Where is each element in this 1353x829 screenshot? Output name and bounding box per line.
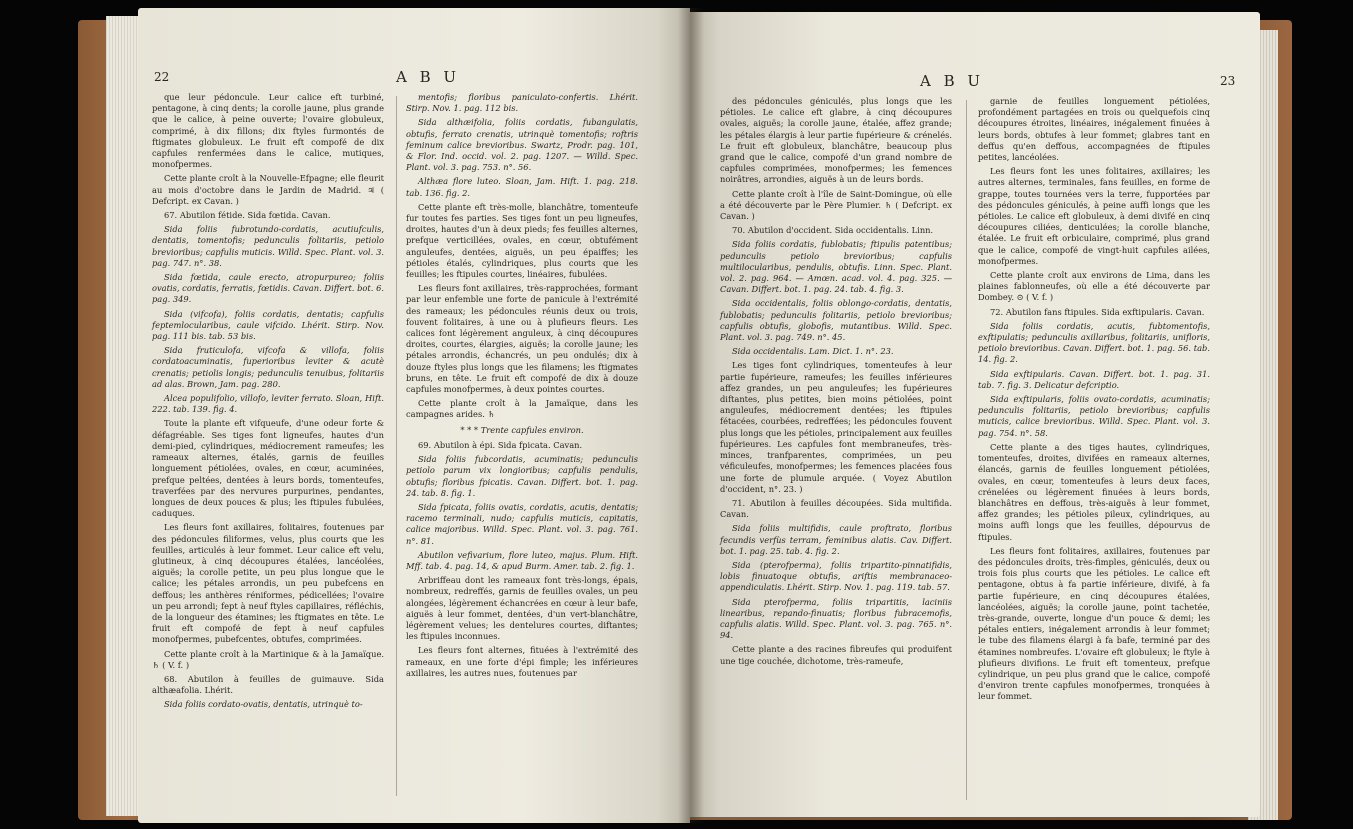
left-page: [138, 8, 690, 823]
text-column: [152, 92, 384, 714]
paragraph: Sida (pterofperma), foliis tripartito-pinnatifidis, lobis finuatoque obtufis, ariftis membranaceo-appendiculatis. Lhérit. Stirp. Nov. 1. pag. 119. tab. 57.: [720, 559, 952, 593]
paragraph: Alcea populifolio, villofo, leviter ferrato. Sloan, Hift. 222. tab. 139. fig. 4.: [152, 393, 384, 415]
paragraph: Les fleurs font folitaires, axillaires, foutenues par des pédoncules droits, très-fimples, géniculés, deux ou trois fois plus courts que les pétioles. Le calice eft pentagone, obtus à fa partie inférieure, divifé, à fa partie fupérieure, en cinq découpures étalées, lancéolées, aiguës; la corolle jaune, point tachetée, très-grande, ouverte, longue d'un pouce & demi; les pétales entiers, inégalement arrondis à leur fommet; le tube des filamens élargi à fa bafe, terminé par des étamines nombreufes. L'ovaire eft globuleux; le ftyle à plufieurs divifions. Le fruit eft tomenteux, prefque cylindrique, un peu plus grand que le calice, compofé d'environ trente capfules monofpermes, tronquées à leur fommet.: [978, 545, 1210, 702]
paragraph: garnie de feuilles longuement pétiolées, profondément partagées en trois ou quelquefois cinq découpures étroites, linéaires, inégalement finuées à leurs bords, obtufes à leur fommet; glabres tant en deffus qu'en deffous, accompagnées de ftipules petites, lancéolées.: [978, 96, 1210, 163]
page-number: 22: [154, 70, 170, 84]
text-column: [720, 96, 952, 670]
paragraph: Sida foliis fubrotundo-cordatis, acutiufculis, dentatis, tomentofis; pedunculis folitariis, petiolo brevioribus; capfulis muticis. Willd. Spec. Plant. vol. 3. pag. 747. n°. 38.: [152, 224, 384, 268]
paragraph: Sida (vifcofa), foliis cordatis, dentatis; capfulis feptemlocularibus, caule vifcido. Lhérit. Stirp. Nov. pag. 111 bis. tab. 53 bis.: [152, 308, 384, 342]
paragraph: Sida althæifolia, foliis cordatis, fubangulatis, obtufis, ferrato crenatis, utrinquè tomentofis; roftris feminum calice brevioribus. Swartz, Prodr. pag. 101, & Flor. Ind. occid. vol. 2. pag. 1207. — Willd. Spec. Plant. vol. 3. pag. 753. n°. 56.: [406, 117, 638, 173]
paragraph: Cette plante croît à la Nouvelle-Efpagne; elle fleurit au mois d'octobre dans le Jardin de Madrid. ♃ ( Defcript. ex Cavan. ): [152, 173, 384, 206]
paragraph: Cette plante eft très-molle, blanchâtre, tomenteufe fur toutes fes parties. Ses tiges font un peu ligneufes, droites, hautes d'un à deux pieds; fes feuilles alternes, prefque verticillées, ovales, en cœur, obtufément anguleufes, dentées, aiguës, un peu épaiffes; les pétioles étalés, cylindriques, plus courts que les feuilles; les ftipules courtes, linéaires, fubulées.: [406, 201, 638, 280]
paragraph: des pédoncules géniculés, plus longs que les pétioles. Le calice eft glabre, à cinq découpures ovales, aiguës; la corolle jaune, étalée, affez grande; les pétales élargis à leur partie fupérieure & crénelés. Le fruit eft globuleux, blanchâtre, beaucoup plus grand que le calice, compofé d'un grand nombre de capfules comprimées, monofpermes; les femences noirâtres, arrondies, aiguës à un de leurs bords.: [720, 96, 952, 185]
paragraph: 67. Abutilon fétide. Sida fœtida. Cavan.: [164, 210, 331, 221]
paragraph: Les fleurs font les unes folitaires, axillaires; les autres alternes, terminales, fans feuilles, en forme de grappe, toutes tournées vers la terre, fupportées par des pédoncules géniculés, à peine auffi longs que les pétioles. Le calice eft globuleux, à demi divifé en cinq découpures ciliées, denticulées; la corolle blanche, étalée. Le fruit eft orbiculaire, comprimé, plus grand que le calice, compofé de vingt-huit capfules ailées, monofpermes.: [978, 166, 1210, 266]
paragraph: Cette plante croît à l'île de Saint-Domingue, où elle a été découverte par le Père Plumier. ♄ ( Defcript. ex Cavan. ): [720, 188, 952, 222]
right-page: [690, 12, 1260, 817]
paragraph: Arbriffeau dont les rameaux font très-longs, épais, nombreux, redreffés, garnis de feuilles ovales, un peu alongées, légèrement échancrées en cœur à leur bafe, aiguës à leur fommet, dentées, d'un vert-blanchâtre, légèrement velues; les dentelures courtes, diftantes; les ftipules inconnues.: [406, 575, 638, 642]
paragraph: Sida fpicata, foliis ovatis, cordatis, acutis, dentatis; racemo terminali, nudo; capfulis muticis, capitatis, calice majoribus. Willd. Spec. Plant. vol. 3. pag. 761. n°. 81.: [406, 501, 638, 546]
paragraph: Sida occidentalis. Lam. Dict. 1. n°. 23.: [732, 346, 894, 357]
paragraph: Althæa flore luteo. Sloan, Jam. Hift. 1. pag. 218. tab. 136. fig. 2.: [406, 176, 638, 198]
paragraph: mentofis; floribus paniculato-confertis. Lhérit. Stirp. Nov. 1. pag. 112 bis.: [406, 92, 638, 114]
paragraph: Cette plante a des racines fibreufes qui produifent une tige couchée, dichotome, très-rameufe,: [720, 644, 952, 666]
paragraph: Abutilon vefivarium, flore luteo, majus. Plum. Hift. Mff. tab. 4. pag. 14, & apud Burm. Amer. tab. 2. fig. 1.: [406, 549, 638, 571]
paragraph: que leur pédoncule. Leur calice eft turbiné, pentagone, à cinq dents; la corolle jaune, plus grande que le calice, à peine ouverte; l'ovaire globuleux, comprimé, à dix fillons; dix ftyles furmontés de ftigmates globuleux. Le fruit eft compofé de dix capfules renfermées dans le calice, mutiques, monofpermes.: [152, 92, 384, 170]
paragraph: Toute la plante eft vifqueufe, d'une odeur forte & défagréable. Ses tiges font ligneufes, hautes d'un demi-pied, cylindriques, médiocrement rameufes; les rameaux alternes, étalés, garnis de feuilles longuement pétiolées, ovales, en cœur, acuminées, prefque peltées, dentées à leurs bords, tomenteufes, traverfées par des nervures purpurines, pendantes, longues de deux pouces & plus; les ftipules fubulées, caduques.: [152, 418, 384, 519]
running-head: A B U: [920, 72, 985, 90]
open-book: [78, 8, 1298, 823]
paragraph: 71. Abutilon à feuilles découpées. Sida multifida. Cavan.: [720, 497, 952, 520]
paragraph: Sida exftipularis. Cavan. Differt. bot. 1. pag. 31. tab. 7. fig. 3. Delicatur defcriptio.: [978, 368, 1210, 390]
paragraph: Cette plante a des tiges hautes, cylindriques, tomenteufes, droites, divifées en rameaux alternes, élancés, garnis de feuilles longuement pétiolées, ovales, en cœur, tomenteufes à leurs deux faces, crénelées ou légèrement finuées à leurs bords, blanchâtres en deffous, très-aiguës à leur fommet, affez grandes; les pétioles pileux, cylindriques, au moins auffi longs que les feuilles, dépourvus de ftipules.: [978, 441, 1210, 542]
paragraph: Les tiges font cylindriques, tomenteufes à leur partie fupérieure, rameufes; les feuilles inférieures affez grandes, un peu anguleufes; les fupérieures diftantes, plus petites, bien moins pétiolées, point anguleufes, médiocrement dentées; les ftipules fétacées, courbées, redreffées; les pédoncules fouvent plus longs que les pétioles, principalement aux feuilles fupérieures. Les capfules font membraneufes, très-minces, tranfparentes, comprimées, un peu véficuleufes, monofpermes; les femences placées fous une forte de plumule arquée. ( Voyez Abutilon d'occident, n°. 23. ): [720, 360, 952, 494]
paragraph: Sida foliis multifidis, caule proftrato, floribus fecundis verfùs terram, feminibus alatis. Cav. Differt. bot. 1. pag. 25. tab. 4. fig. 2.: [720, 523, 952, 556]
paragraph: Cette plante croît aux environs de Lima, dans les plaines fablonneufes, où elle a été découverte par Dombey. ⊙ ( V. f. ): [978, 270, 1210, 303]
paragraph: Sida foliis fubcordatis, acuminatis; pedunculis petiolo parum vix longioribus; capfulis pendulis, obtufis; floribus fpicatis. Cavan. Differt. bot. 1. pag. 24. tab. 8. fig. 1.: [406, 454, 638, 498]
paragraph: Sida exftipularis, foliis ovato-cordatis, acuminatis; pedunculis folitariis, petiolo brevioribus; capfulis muticis, calice brevioribus. Willd. Spec. Plant. vol. 3. pag. 754. n°. 58.: [978, 394, 1210, 438]
paragraph: * * * Trente capfules environ.: [460, 424, 584, 435]
paragraph: 70. Abutilon d'occident. Sida occidentalis. Linn.: [732, 225, 934, 236]
page-number: 23: [1220, 74, 1236, 88]
running-head: A B U: [396, 68, 461, 86]
paragraph: 68. Abutilon à feuilles de guimauve. Sida althæafolia. Lhérit.: [152, 673, 384, 696]
paragraph: Les fleurs font alternes, fituées à l'extrémité des rameaux, en une forte d'épi fimple; les inférieures axillaires, les autres nues, foutenues par: [406, 645, 638, 678]
paragraph: Sida occidentalis, foliis oblongo-cordatis, dentatis, fublobatis; pedunculis folitariis, petiolo brevioribus; capfulis obtufis, globofis, mutantibus. Willd. Spec. Plant. vol. 3. pag. 749. n°. 45.: [720, 298, 952, 343]
paragraph: 69. Abutilon à épi. Sida fpicata. Cavan.: [418, 439, 583, 450]
paragraph: Sida foliis cordatis, fublobatis; ftipulis patentibus; pedunculis petiolo brevioribus; capfulis multilocularibus, pendulis, obtufis. Linn. Spec. Plant. vol. 2. pag. 964. — Amœn. acad. vol. 4. pag. 325. — Cavan. Differt. bot. 1. pag. 24. tab. 4. fig. 3.: [720, 239, 952, 295]
book-gutter: [678, 8, 704, 823]
paragraph: Les fleurs font axillaires, très-rapprochées, formant par leur enfemble une forte de panicule à l'extrémité des rameaux; les pédoncules réunis deux ou trois, fouvent folitaires, à une ou à plufieurs fleurs. Les calices font légèrement anguleux, à cinq découpures droites, courtes, élargies, aiguës; la corolle jaune; les pétales arrondis, échancrés, un peu ondulés; dix à douze ftyles plus longs que les filamens; les ftigmates bruns, en tête. Le fruit eft compofé de dix à douze capfules monofpermes, à deux pointes courtes.: [406, 283, 638, 395]
paragraph: Sida foliis cordatis, acutis, fubtomentofis, exftipulatis; pedunculis axillaribus, folitariis, unifloris, petiolo brevioribus. Cavan. Differt. bot. 1. pag. 56. tab. 14. fig. 2.: [978, 320, 1210, 365]
text-column: [406, 92, 638, 682]
paragraph: Les fleurs font axillaires, folitaires, foutenues par des pédoncules filiformes, velus, plus courts que les feuilles, articulés à leur fommet. Leur calice eft velu, glutineux, à cinq découpures étalées, lancéolées, aiguës; la corolle petite, un peu plus longue que le calice; les pétales arrondis, un peu pubefcens en deffous; les anthères réniformes, pédicellées; l'ovaire un peu arrondi; fept à neuf ftyles capillaires, réfléchis, de la longueur des étamines; les ftigmates en tête. Le fruit eft compofé de fept à neuf capfules monofpermes, pubefcentes, obtufes, comprimées.: [152, 522, 384, 645]
column-rule: [396, 96, 397, 796]
paragraph: 72. Abutilon fans ftipules. Sida exftipularis. Cavan.: [990, 306, 1205, 317]
paragraph: Sida fruticulofa, vifcofa & villofa, foliis cordatoacuminatis, fuperioribus leviter & acutè crenatis; petiolis longis; pedunculis tenuibus, folitariis ad alas. Brown, Jam. pag. 280.: [152, 345, 384, 389]
text-column: [978, 96, 1210, 706]
paragraph: Cette plante croît à la Jamaïque, dans les campagnes arides. ♄: [406, 398, 638, 420]
paragraph: Cette plante croît à la Martinique & à la Jamaïque. ♄ ( V. f. ): [152, 648, 384, 670]
paragraph: Sida foliis cordato-ovatis, dentatis, utrinquè to-: [164, 699, 363, 710]
column-rule: [966, 100, 967, 800]
paragraph: Sida fœtida, caule erecto, atropurpureo; foliis ovatis, cordatis, ferratis, fœtidis. Cavan. Differt. bot. 6. pag. 349.: [152, 272, 384, 305]
paragraph: Sida pterofperma, foliis tripartitis, laciniis linearibus, repando-finuatis; floribus fubracemofis, capfulis alatis. Willd. Spec. Plant. vol. 3. pag. 765. n°. 94.: [720, 596, 952, 641]
